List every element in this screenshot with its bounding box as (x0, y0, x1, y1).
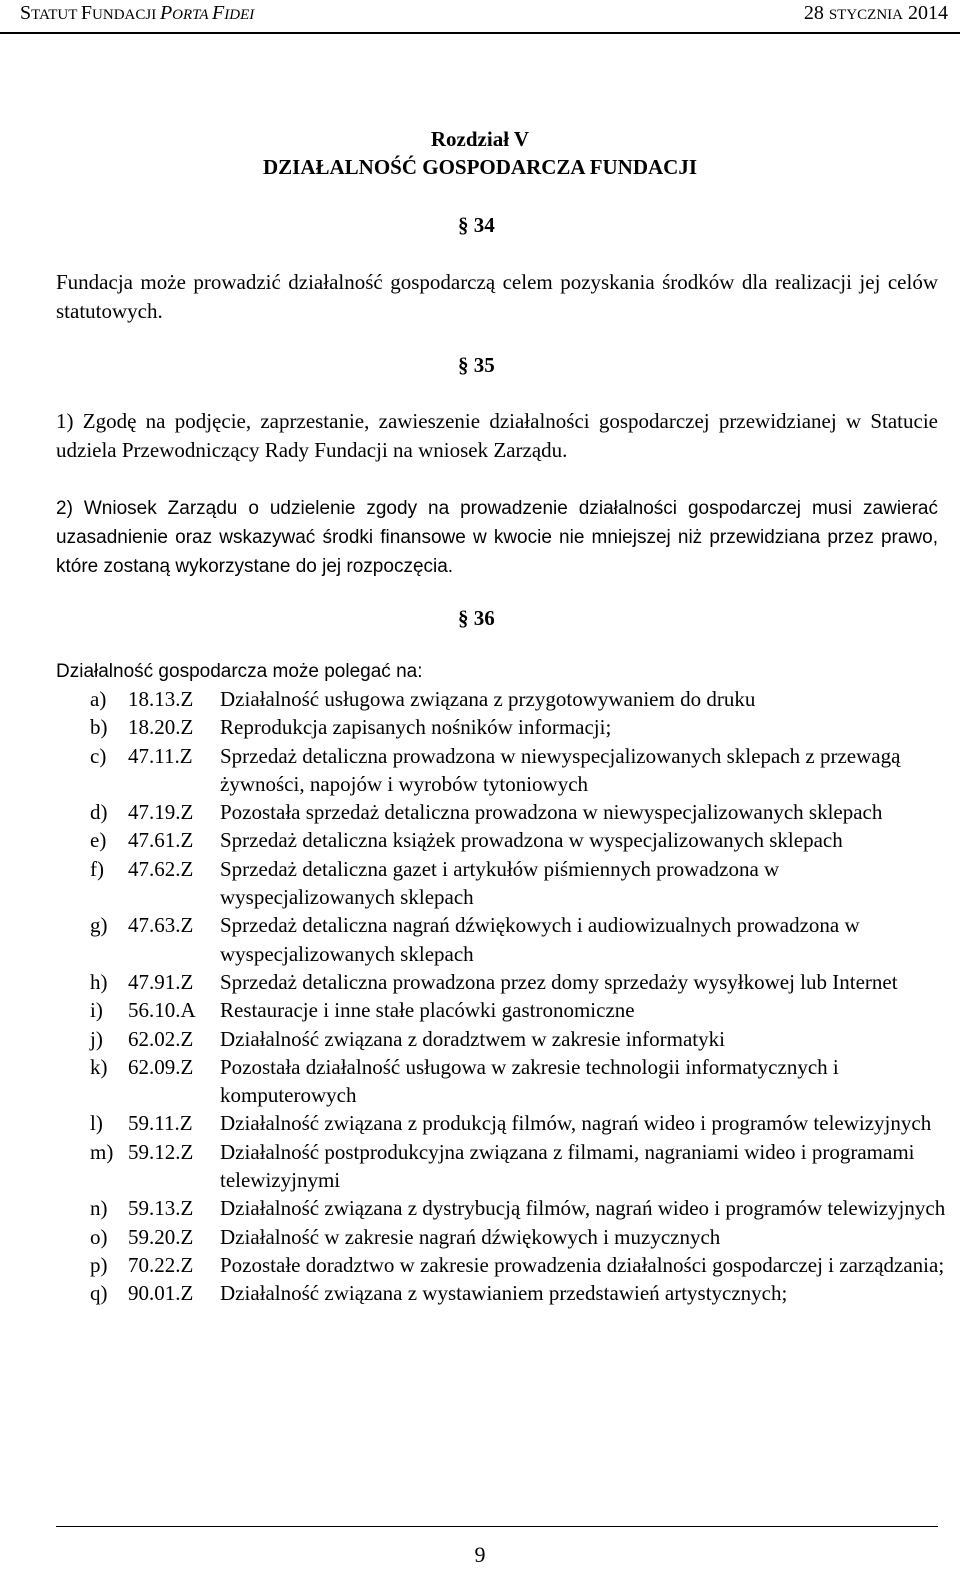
item-label: g) (90, 913, 108, 938)
item-text: Działalność związana z wystawianiem przedstawień artystycznych; (220, 1281, 788, 1306)
list-item (90, 742, 950, 799)
footer-rule (56, 1526, 938, 1527)
item-label: i) (90, 998, 103, 1023)
item-label: o) (90, 1224, 108, 1249)
title-part: IDEI (224, 7, 255, 23)
pkd-code: 62.09.Z (128, 1054, 194, 1079)
item-text: Sprzedaż detaliczna gazet i artykułów piśmiennych prowadzona w wyspecjalizowanych sklepach (220, 856, 780, 910)
document-date (804, 2, 948, 25)
list-item (90, 968, 950, 996)
item-label: k) (90, 1054, 108, 1079)
paragraph: Fundacja może prowadzić działalność gospodarczą celem pozyskania środków dla realizacji jej celów statutowych. (56, 270, 938, 323)
item-text: Sprzedaż detaliczna prowadzona przez domy sprzedaży wysyłkowej lub Internet (220, 969, 898, 994)
pkd-code: 90.01.Z (128, 1281, 194, 1306)
item-text: Sprzedaż detaliczna nagrań dźwiękowych i audiowizualnych prowadzona w wyspecjalizowanych sklepach (220, 913, 860, 966)
pkd-code: 70.22.Z (128, 1252, 194, 1277)
item-text: Pozostałe doradztwo w zakresie prowadzenia działalności gospodarczej i zarządzania; (220, 1252, 945, 1277)
list-item (90, 996, 950, 1024)
list-item (90, 826, 950, 854)
section-mark: § 36 (458, 606, 495, 630)
pkd-code: 47.62.Z (128, 856, 194, 881)
header-rule (0, 32, 960, 34)
item-text: Sprzedaż detaliczna prowadzona w niewyspecjalizowanych sklepach z przewagą żywności, napojów i wyrobów tytoniowych (220, 743, 901, 796)
item-label: m) (90, 1139, 114, 1164)
item-label: l) (90, 1111, 103, 1136)
pkd-code: 47.11.Z (128, 743, 193, 768)
item-label: p) (90, 1252, 108, 1277)
item-label: e) (90, 828, 107, 853)
title-part: TATUT (31, 7, 81, 23)
list-item (90, 1279, 950, 1307)
item-text: Pozostała sprzedaż detaliczna prowadzona w niewyspecjalizowanych sklepach (220, 800, 883, 825)
pkd-code: 18.13.Z (128, 687, 194, 711)
item-label: h) (90, 969, 108, 994)
item-text: Pozostała działalność usługowa w zakresie technologii informatycznych i komputerowych (220, 1054, 839, 1108)
title-part: UNDACJI (92, 7, 160, 23)
pkd-code: 59.20.Z (128, 1224, 194, 1249)
pkd-code: 59.13.Z (128, 1196, 194, 1221)
activity-list (90, 685, 950, 1308)
item-text: Działalność związana z dystrybucją filmów, nagrań wideo i programów telewizyjnych (220, 1196, 946, 1221)
list-item (90, 713, 950, 741)
item-text: Działalność w zakresie nagrań dźwiękowych i muzycznych (220, 1224, 721, 1249)
list-item (90, 911, 950, 968)
page-number: 9 (474, 1542, 486, 1567)
item-label: a) (90, 687, 107, 711)
title-part: ORTA (172, 7, 213, 23)
title-part: S (20, 2, 32, 24)
item-text: Sprzedaż detaliczna książek prowadzona w wyspecjalizowanych sklepach (220, 828, 843, 853)
title-part: F (212, 2, 225, 24)
item-label: n) (90, 1196, 108, 1221)
date-part: STYCZNIA (828, 7, 903, 23)
item-text: Działalność związana z produkcją filmów, nagrań wideo i programów telewizyjnych (220, 1111, 932, 1136)
title-part: F (80, 2, 93, 24)
section-mark: § 35 (458, 353, 495, 377)
list-item (90, 798, 950, 826)
list-intro: Działalność gospodarcza może polegać na: (56, 661, 423, 682)
list-item (90, 685, 950, 713)
pkd-code: 18.20.Z (128, 715, 194, 740)
list-item (90, 1053, 950, 1110)
list-item (90, 1194, 950, 1222)
document-title (20, 2, 254, 25)
chapter-number: Rozdział V (430, 127, 530, 151)
section-mark: § 34 (458, 213, 495, 237)
pkd-code: 47.63.Z (128, 913, 194, 938)
pkd-code: 62.02.Z (128, 1026, 194, 1051)
page-header (0, 0, 960, 32)
paragraph: 1) Zgodę na podjęcie, zaprzestanie, zawieszenie działalności gospodarczej przewidzianej w Statucie udziela Przewodniczący Rady Fundacji na wniosek Zarządu. (56, 409, 938, 462)
list-item (90, 1109, 950, 1137)
pkd-code: 47.91.Z (128, 969, 194, 994)
chapter-title: DZIAŁALNOŚĆ GOSPODARCZA FUNDACJI (262, 155, 698, 179)
item-text: Działalność postprodukcyjna związana z filmami, nagraniami wideo i programami telewizyjnymi (220, 1139, 915, 1193)
paragraph: 2) Wniosek Zarządu o udzielenie zgody na prowadzenie działalności gospodarczej musi zawierać uzasadnienie oraz wskazywać środki finansowe w kwocie nie mniejszej niż przewidziana przez prawo, które zostaną wykorzystane do jej rozpoczęcia. (56, 498, 938, 577)
item-label: c) (90, 743, 107, 768)
list-item (90, 1138, 950, 1195)
item-text: Reprodukcja zapisanych nośników informacji; (220, 715, 612, 740)
list-item (90, 1223, 950, 1251)
item-label: b) (90, 715, 108, 740)
pkd-code: 59.11.Z (128, 1111, 193, 1136)
pkd-code: 47.19.Z (128, 800, 194, 825)
item-text: Restauracje i inne stałe placówki gastronomiczne (220, 998, 635, 1023)
item-label: f) (90, 856, 104, 881)
list-item (90, 1025, 950, 1053)
date-part: 28 (803, 2, 829, 24)
item-label: q) (90, 1281, 108, 1306)
item-label: j) (90, 1026, 103, 1051)
title-part: P (159, 2, 173, 24)
pkd-code: 56.10.A (128, 998, 196, 1023)
date-part: 2014 (903, 2, 948, 24)
list-item (90, 1251, 950, 1279)
list-item (90, 855, 950, 912)
item-text: Działalność usługowa związana z przygotowywaniem do druku (220, 687, 756, 711)
item-text: Działalność związana z doradztwem w zakresie informatyki (220, 1026, 725, 1051)
pkd-code: 59.12.Z (128, 1139, 194, 1164)
pkd-code: 47.61.Z (128, 828, 194, 853)
item-label: d) (90, 800, 108, 825)
